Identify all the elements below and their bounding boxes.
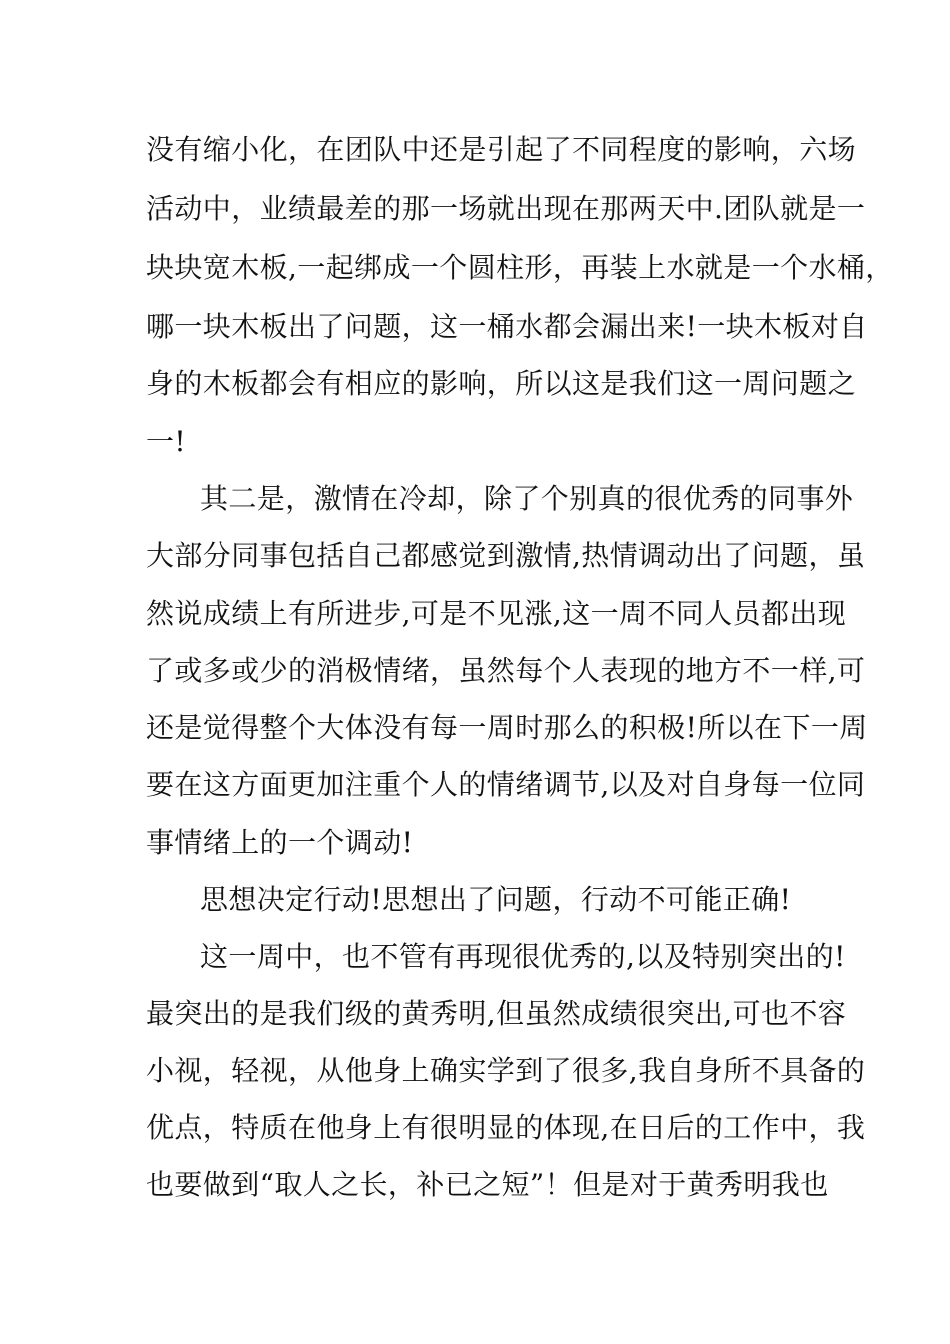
text-line: 优点，特质在他身上有很明显的体现,在日后的工作中，我	[146, 1111, 866, 1144]
text-line: 事情绪上的一个调动!	[146, 826, 414, 859]
text-line: 身的木板都会有相应的影响，所以这是我们这一周问题之	[146, 367, 857, 400]
text-line: 没有缩小化，在团队中还是引起了不同程度的影响，六场	[146, 133, 857, 166]
text-line: 要在这方面更加注重个人的情绪调节,以及对自身每一位同	[146, 768, 866, 801]
paragraph-first-line: 这一周中，也不管有再现很优秀的,以及特别突出的!	[200, 940, 846, 973]
text-line: 还是觉得整个大体没有每一周时那么的积极!所以在下一周	[146, 711, 868, 744]
text-line: 哪一块木板出了问题，这一桶水都会漏出来!一块木板对自	[146, 310, 868, 343]
text-line: 小视，轻视，从他身上确实学到了很多,我自身所不具备的	[146, 1054, 866, 1087]
paragraph-first-line: 其二是，激情在冷却，除了个别真的很优秀的同事外	[200, 482, 854, 515]
text-line: 然说成绩上有所进步,可是不见涨,这一周不同人员都出现	[146, 597, 847, 630]
paragraph-first-line: 思想决定行动!思想出了问题，行动不可能正确!	[200, 883, 792, 916]
text-line: 大部分同事包括自己都感觉到激情,热情调动出了问题，虽	[146, 539, 866, 572]
text-line: 最突出的是我们级的黄秀明,但虽然成绩很突出,可也不容	[146, 997, 847, 1030]
text-line: 活动中，业绩最差的那一场就出现在那两天中.团队就是一	[146, 192, 866, 225]
text-line: 块块宽木板,一起绑成一个圆柱形，再装上水就是一个水桶，	[146, 251, 894, 284]
text-line: 也要做到“取人之长，补已之短”！但是对于黄秀明我也	[146, 1168, 829, 1201]
text-line: 一!	[146, 425, 187, 458]
text-line: 了或多或少的消极情绪，虽然每个人表现的地方不一样,可	[146, 654, 866, 687]
